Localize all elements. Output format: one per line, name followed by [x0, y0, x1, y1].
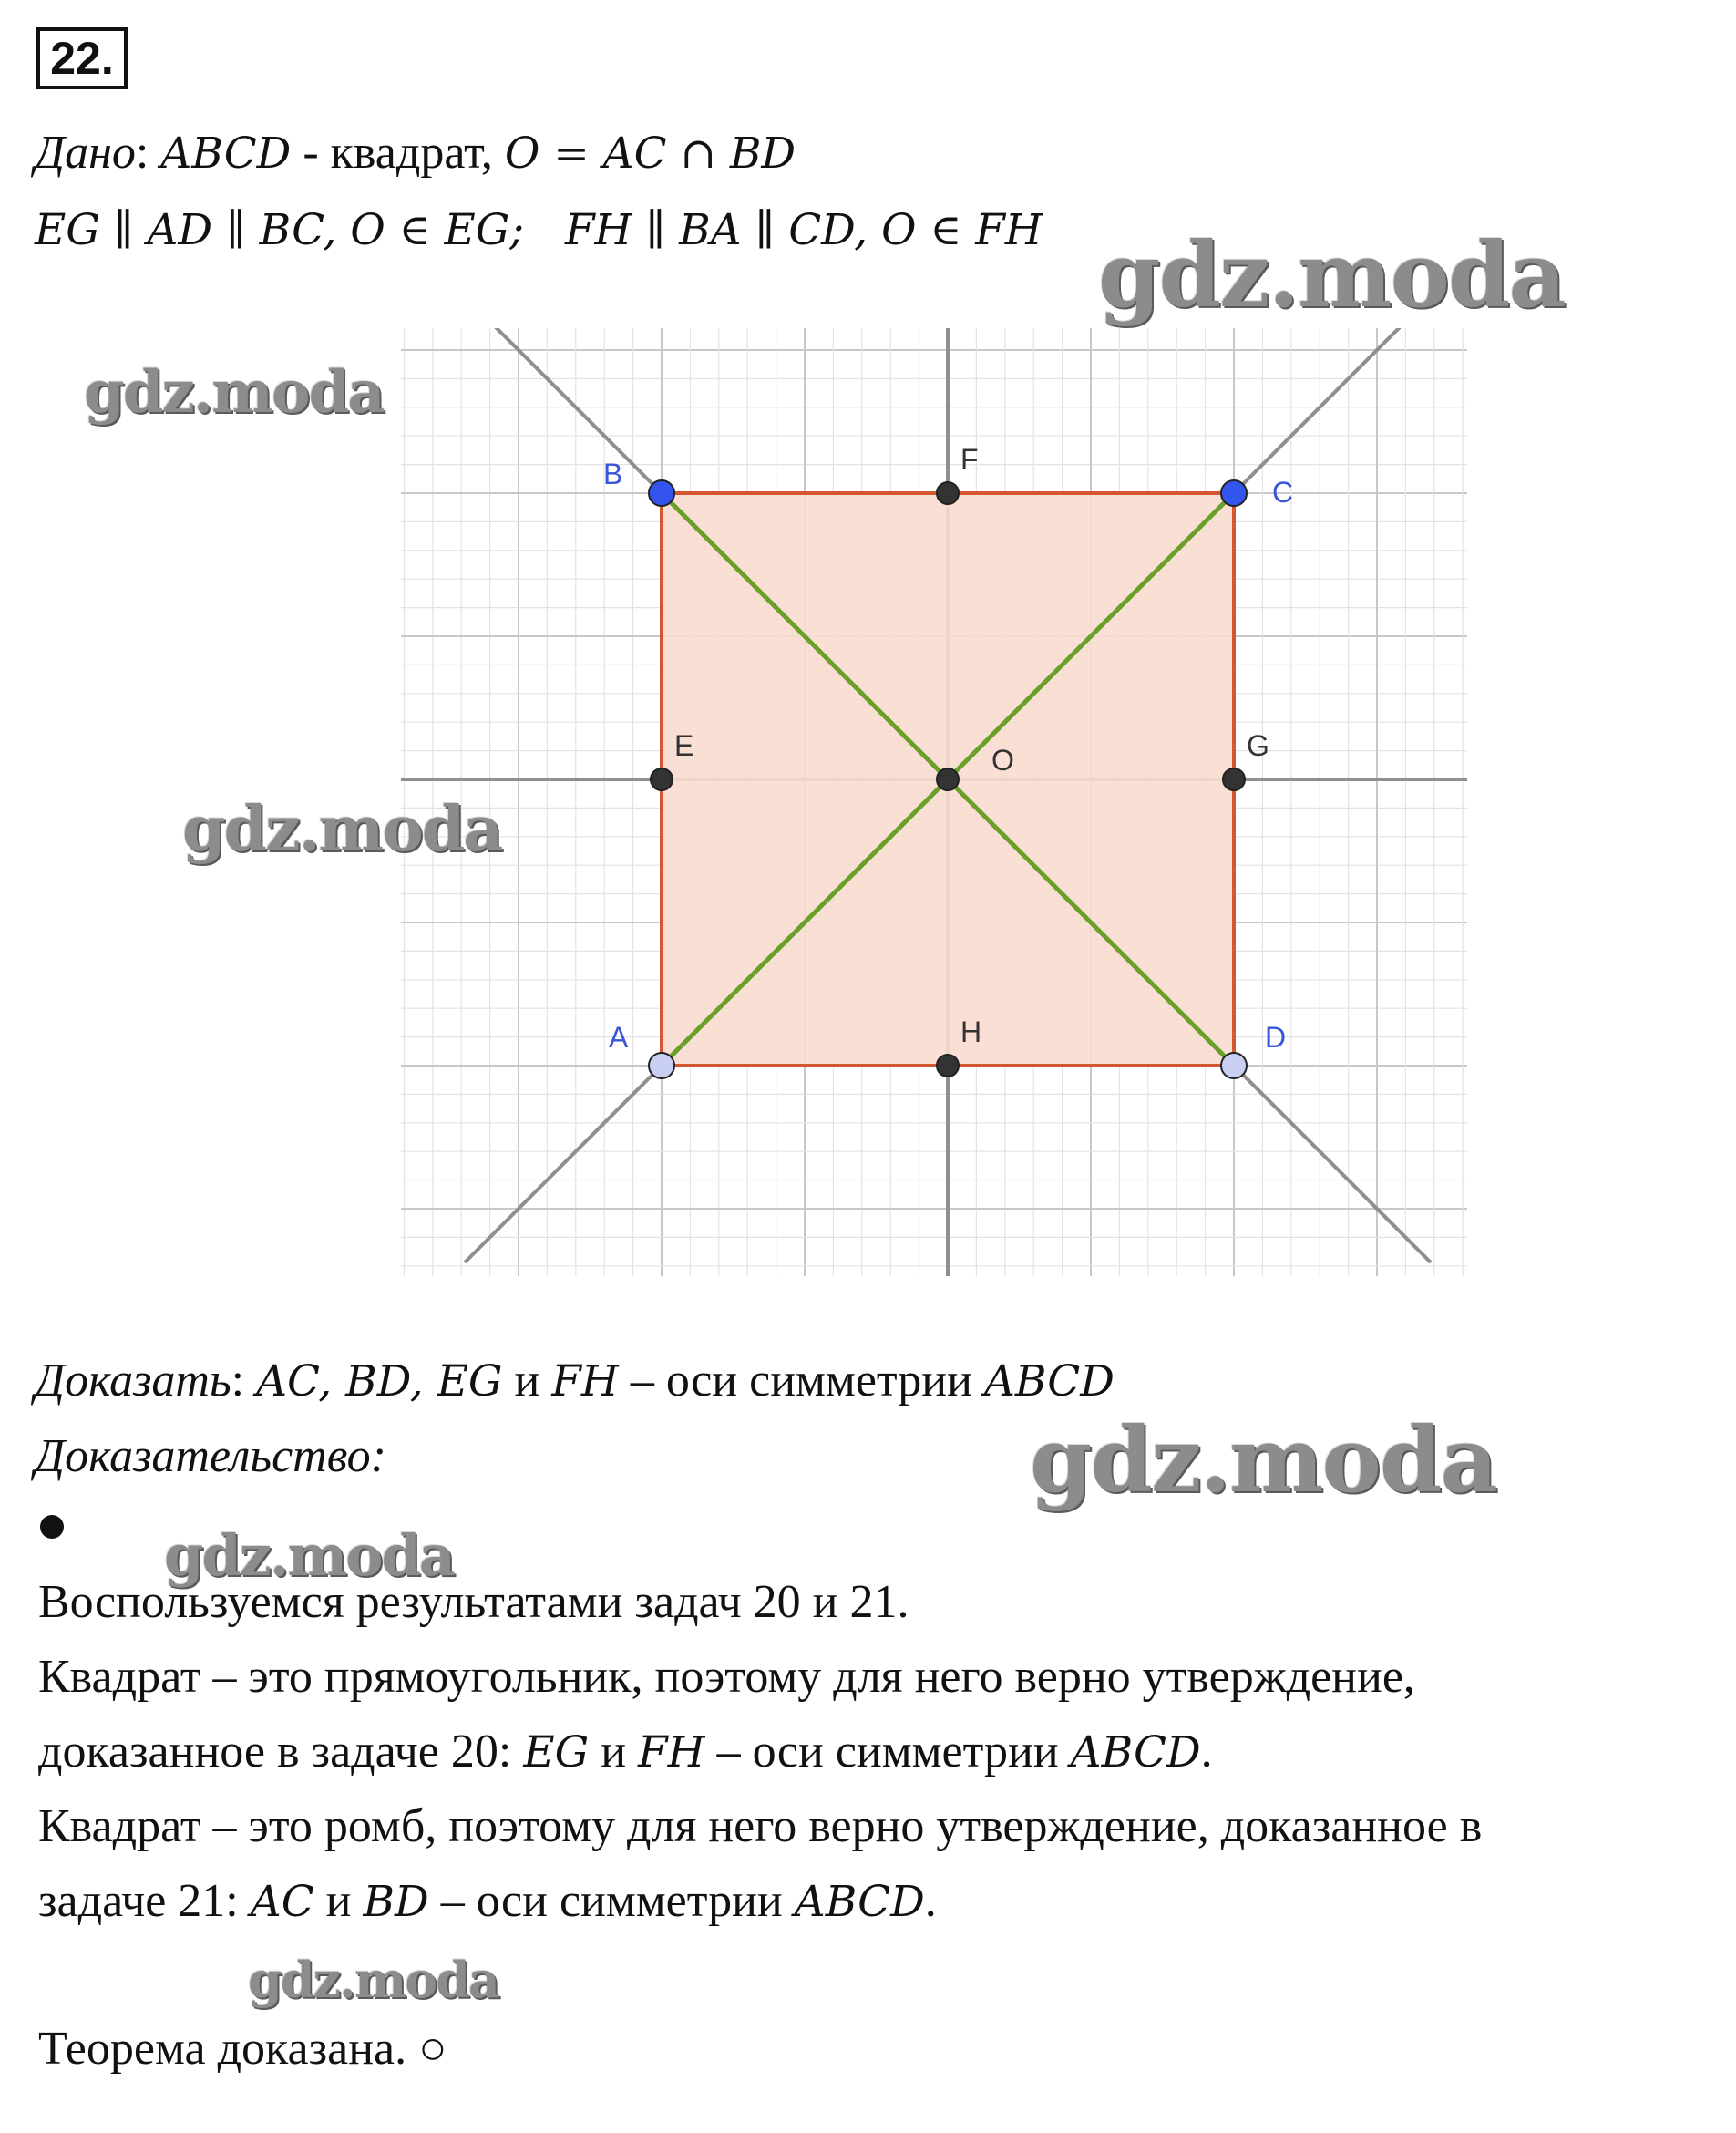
watermark-3: gdz.moda: [182, 793, 502, 866]
proof-line-1: Воспользуемся результатами задач 20 и 21.: [38, 1576, 909, 1628]
conclusion: Теорема доказана. ○: [38, 2023, 447, 2075]
prove-line: Доказать: AC, BD, EG и FH – оси симметрии ABCD: [35, 1355, 1115, 1407]
given-label: Дано: [35, 127, 136, 179]
watermark-4: gdz.moda: [1030, 1408, 1496, 1513]
proof-line-3-math-eg: EG: [523, 1727, 590, 1778]
point-e: [651, 768, 673, 790]
label-f: F: [960, 443, 979, 476]
proof-line-3-text-c: – оси симметрии: [704, 1726, 1071, 1778]
proof-line-5-text-a: задаче 21:: [38, 1875, 251, 1927]
watermark-5: gdz.moda: [164, 1522, 454, 1589]
prove-and: и: [502, 1355, 552, 1407]
proof-line-5-text-c: – оси симметрии: [428, 1875, 795, 1927]
watermark-2: gdz.moda: [84, 358, 384, 427]
given-line-1: Дано: ABCD - квадрат, O = AC ∩ BD: [35, 127, 796, 179]
proof-line-5-period: .: [924, 1875, 937, 1927]
point-c: [1221, 480, 1247, 506]
prove-text: – оси симметрии: [618, 1355, 984, 1407]
point-f: [937, 482, 959, 504]
label-c: C: [1272, 476, 1294, 509]
point-g: [1223, 768, 1245, 790]
proof-line-5: [38, 1874, 937, 1928]
proof-line-5-and: и: [313, 1875, 364, 1927]
proof-line-5-math-ac: AC: [250, 1877, 314, 1927]
given-text: - квадрат,: [291, 127, 505, 179]
proof-line-5-math-bd: BD: [363, 1877, 429, 1927]
point-b: [649, 480, 674, 506]
given-line-2: [35, 202, 1043, 256]
label-g: G: [1247, 729, 1269, 762]
proof-line-3-math-abcd: ABCD: [1070, 1727, 1201, 1778]
proof-line-3: [38, 1725, 1213, 1778]
proof-line-3-math-fh: FH: [638, 1727, 705, 1778]
point-o: [937, 768, 959, 790]
watermark-1: gdz.moda: [1098, 223, 1565, 328]
problem-number: 22.: [36, 27, 128, 89]
label-h: H: [960, 1015, 982, 1048]
prove-math-c: ABCD: [983, 1356, 1115, 1407]
prove-math-a: AC, BD, EG: [256, 1356, 503, 1407]
point-d: [1221, 1053, 1247, 1078]
proof-line-3-period: .: [1200, 1726, 1213, 1778]
given-parallels: EG ∥ AD ∥ BC, O ∈ EG; FH ∥ BA ∥ CD, O ∈ FH: [35, 205, 1043, 255]
prove-label: Доказать: [35, 1355, 231, 1407]
bullet-point: [40, 1515, 64, 1539]
proof-line-5-math-abcd: ABCD: [794, 1877, 925, 1927]
point-a: [649, 1053, 674, 1078]
label-a: A: [609, 1021, 629, 1054]
label-d: D: [1265, 1021, 1287, 1054]
given-square-name: ABCD: [160, 129, 292, 179]
prove-math-b: FH: [551, 1356, 619, 1407]
given-intersection: O = AC ∩ BD: [504, 129, 796, 179]
proof-line-4: Квадрат – это ромб, поэтому для него верно утверждение, доказанное в: [38, 1800, 1483, 1852]
proof-line-2: Квадрат – это прямоугольник, поэтому для него верно утверждение,: [38, 1651, 1415, 1703]
proof-label: Доказательство:: [35, 1430, 386, 1482]
point-h: [937, 1055, 959, 1077]
label-o: O: [991, 744, 1014, 777]
label-b: B: [603, 458, 623, 490]
label-e: E: [674, 729, 694, 762]
watermark-6: gdz.moda: [248, 1951, 498, 2009]
proof-line-3-and: и: [589, 1726, 639, 1778]
proof-line-3-text-a: доказанное в задаче 20:: [38, 1726, 524, 1778]
square-diagram: [401, 328, 1467, 1276]
